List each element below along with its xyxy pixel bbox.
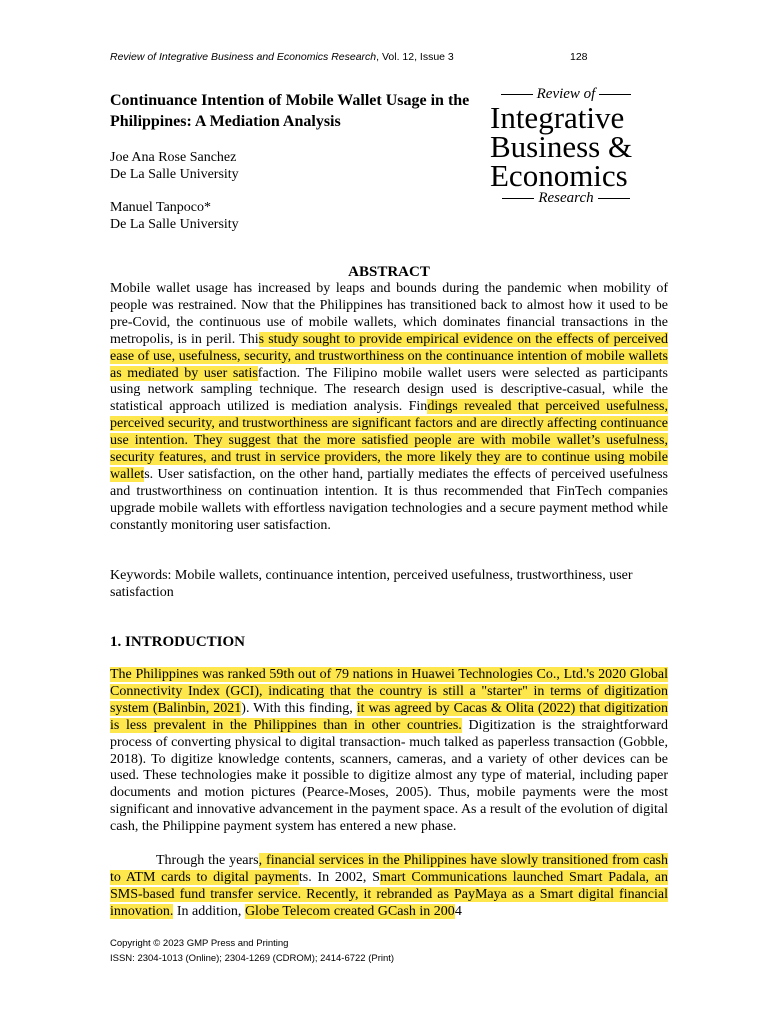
copyright-line: Copyright © 2023 GMP Press and Printing bbox=[110, 938, 289, 949]
intro-text: Digitization is the straightforward process of converting physical to digital transaction- much talked as paperless transaction (Gobble, 2018). To digitize knowledge contents, scanners, cameras, and a variety of other devices can be used. These technologies make it possible to digitize almost any type of material, including paper documents and motion pictures (Pearce-Moses, 2005). Thus, mobile payments were the most significant and innovative advancement in the payment space. As a result of the evolution of digital cash, the Philippine payment system has entered a new phase. bbox=[110, 717, 668, 835]
abstract-body bbox=[110, 281, 668, 535]
logo-line-1: Integrative bbox=[490, 100, 625, 135]
paper-title: Continuance Intention of Mobile Wallet Usage in the Philippines: A Mediation Analysis bbox=[110, 92, 470, 130]
intro-text: ts. In 2002, S bbox=[298, 869, 380, 885]
running-header bbox=[110, 51, 630, 63]
abstract-highlight: s study sought to provide empirical evidence on the effects of perceived ease of use, usefulness, security, and trustworthiness on the continuance intention of mobile wallets as mediated by user satis bbox=[110, 331, 668, 381]
page-number: 128 bbox=[570, 51, 588, 63]
logo-line-2: Business & bbox=[490, 129, 633, 164]
logo-line-3: Economics bbox=[490, 158, 628, 193]
intro-paragraph-2 bbox=[110, 853, 668, 921]
author-name: Manuel Tanpoco* bbox=[110, 200, 212, 215]
author-affiliation: De La Salle University bbox=[110, 167, 239, 182]
section-heading-introduction: 1. INTRODUCTION bbox=[110, 634, 246, 650]
intro-text: ). With this finding, bbox=[241, 700, 357, 716]
intro-highlight: Globe Telecom created GCash in 200 bbox=[244, 903, 455, 919]
journal-logo bbox=[488, 86, 644, 207]
author-name: Joe Ana Rose Sanchez bbox=[110, 150, 237, 165]
author-affiliation: De La Salle University bbox=[110, 217, 239, 232]
intro-highlight: , financial services in the Philippines have slowly transitioned from cash to ATM cards to digital paymen bbox=[110, 853, 669, 885]
abstract-text: s. User satisfaction, on the other hand, partially mediates the effects of perceived usefulness and trustworthiness on continuation intention. It is thus recommended that FinTech companies upgrade mobile wallets with effortless navigation technologies and a secure payment method while constantly monitoring user satisfaction. bbox=[110, 466, 668, 533]
abstract-text: Mobile wallet usage has increased by leaps and bounds during the pandemic when mobility of people was restrained. Now that the Philippines has transitioned back to almost how it used to be pre-Covid, the continuous use of mobile wallets, which dominates financial transactions in the metropolis, is in peril. Thi bbox=[110, 281, 668, 347]
logo-top-text: Review of bbox=[536, 86, 596, 102]
abstract-highlight: dings revealed that perceived usefulness, perceived security, and trustworthiness are significant factors and are directly affecting continuance use intention. They suggest that the more satisfied people are with mobile wallet’s usefulness, security features, and trust in service providers, the more likely they are to continue using mobile wallet bbox=[110, 399, 668, 482]
logo-bottom-text: Research bbox=[538, 190, 594, 206]
journal-issue: , Vol. 12, Issue 3 bbox=[376, 51, 454, 63]
intro-text: 4 bbox=[454, 903, 462, 919]
author-1 bbox=[110, 149, 239, 183]
intro-highlight: it was agreed by Cacas & Olita (2022) that digitization is less prevalent in the Philippines than in other countries. bbox=[110, 700, 669, 733]
keywords: Keywords: Mobile wallets, continuance intention, perceived usefulness, trustworthiness, user satisfaction bbox=[110, 568, 633, 600]
intro-text: In addition, bbox=[173, 903, 245, 919]
intro-paragraph-1 bbox=[110, 667, 668, 836]
intro-highlight: mart Communications launched Smart Padala, an SMS-based fund transfer service. Recently, it rebranded as PayMaya as a Smart digital financial innovation. bbox=[110, 869, 668, 919]
intro-text: Through the years bbox=[156, 853, 259, 868]
author-2 bbox=[110, 199, 239, 233]
intro-highlight: The Philippines was ranked 59th out of 79 nations in Huawei Technologies Co., Ltd.'s 2020 Global Connectivity Index (GCI), indicating that the country is still a "starter" in terms of digitization system (Balinbin, 2021 bbox=[110, 667, 668, 716]
abstract-heading: ABSTRACT bbox=[348, 264, 430, 280]
issn-line: ISSN: 2304-1013 (Online); 2304-1269 (CDROM); 2414-6722 (Print) bbox=[110, 953, 395, 964]
page-footer bbox=[110, 936, 394, 966]
journal-name: Review of Integrative Business and Economics Research bbox=[110, 51, 377, 63]
abstract-text: faction. The Filipino mobile wallet users were selected as participants using network sampling technique. The research design used is descriptive-casual, while the statistical approach utilized is mediation analysis. Fin bbox=[110, 365, 668, 415]
